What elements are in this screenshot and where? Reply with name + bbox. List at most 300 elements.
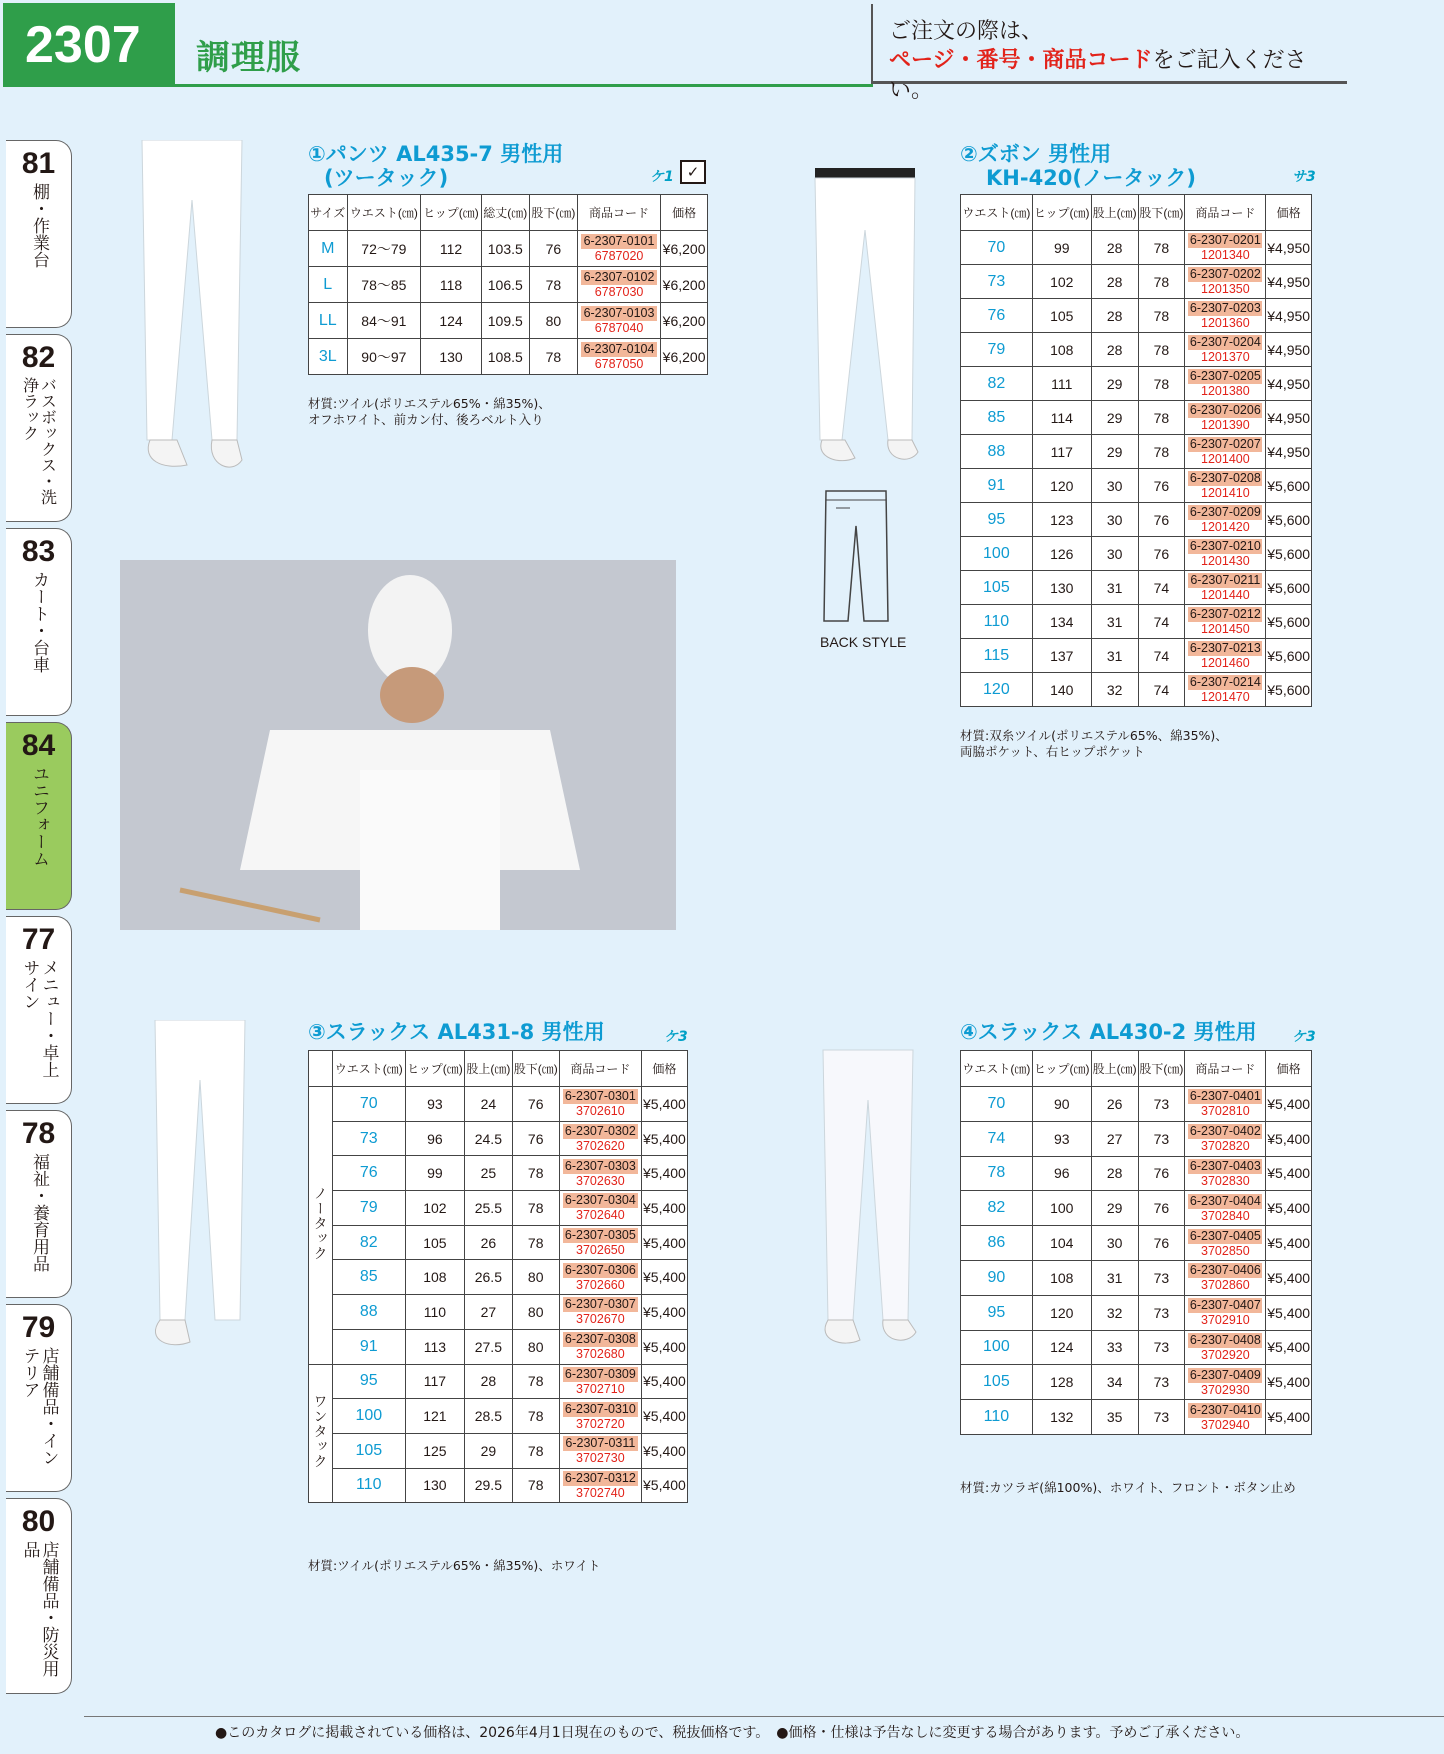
product-code: 6-2307-0311	[563, 1436, 638, 1451]
product-code-cell	[1185, 503, 1266, 537]
table-cell: 34	[1091, 1365, 1138, 1400]
table-cell: 35	[1091, 1400, 1138, 1435]
table-cell: 105	[1032, 299, 1091, 333]
table-cell: 108.5	[481, 339, 529, 375]
product-3-badge: ケ3	[664, 1029, 688, 1045]
table-cell: 90〜97	[347, 339, 421, 375]
product-code-cell	[1185, 367, 1266, 401]
product-code: 6-2307-0101	[581, 234, 657, 249]
note-line: 材質:双糸ツイル(ポリエステル65%、綿35%)、	[960, 728, 1228, 743]
product-subcode: 1201460	[1201, 656, 1250, 670]
table-cell: 105	[961, 1365, 1033, 1400]
table-cell: 91	[961, 469, 1033, 503]
table-row	[309, 339, 708, 375]
table-cell: ¥5,400	[1266, 1365, 1312, 1400]
table-cell: 78	[512, 1364, 559, 1399]
product-code-cell	[559, 1260, 641, 1295]
col-header: ウエスト(㎝)	[347, 195, 421, 231]
col-header: 価格	[1266, 195, 1312, 231]
table-cell: 126	[1032, 537, 1091, 571]
product-code-cell	[1185, 299, 1266, 333]
col-header-spacer	[309, 1051, 333, 1087]
table-cell: ¥5,400	[1266, 1121, 1312, 1156]
table-cell: ¥5,400	[641, 1225, 687, 1260]
table-cell: LL	[309, 303, 348, 339]
col-header: 股上(㎝)	[465, 1051, 512, 1087]
table-row	[961, 1121, 1312, 1156]
table-cell: 110	[333, 1468, 406, 1503]
col-header: ヒップ(㎝)	[1032, 195, 1091, 231]
table-cell: 28	[1091, 333, 1138, 367]
product-code: 6-2307-0404	[1189, 1193, 1261, 1208]
table-cell: ¥4,950	[1266, 367, 1312, 401]
product-code-cell	[1185, 1087, 1266, 1122]
table-row	[309, 1399, 688, 1434]
product-code: 6-2307-0402	[1189, 1124, 1261, 1139]
table-row	[961, 1087, 1312, 1122]
product-code: 6-2307-0209	[1189, 505, 1261, 519]
table-row	[961, 639, 1312, 673]
table-cell: 27	[465, 1295, 512, 1330]
table-cell: 78	[512, 1468, 559, 1503]
col-header: ウエスト(㎝)	[961, 1051, 1033, 1087]
table-row	[309, 1191, 688, 1226]
table-cell: 24	[465, 1087, 512, 1122]
col-header: 商品コード	[559, 1051, 641, 1087]
table-cell: 80	[512, 1329, 559, 1364]
product-4-table	[960, 1050, 1312, 1435]
table-row	[961, 1295, 1312, 1330]
table-row	[961, 1260, 1312, 1295]
table-cell: 29	[1091, 401, 1138, 435]
product-subcode: 3702680	[576, 1347, 625, 1362]
table-cell: 86	[961, 1226, 1033, 1261]
table-cell: 74	[1138, 571, 1185, 605]
iron-icon: ✓	[680, 160, 706, 184]
tab-label: バスボックス・洗浄ラック	[20, 377, 58, 505]
product-code-cell	[1185, 231, 1266, 265]
table-cell: ¥6,200	[661, 231, 708, 267]
table-cell: 76	[961, 299, 1033, 333]
product-code: 6-2307-0210	[1189, 539, 1261, 553]
table-cell: ¥5,600	[1266, 639, 1312, 673]
table-cell: 78	[1138, 333, 1185, 367]
table-cell: 91	[333, 1329, 406, 1364]
table-cell: 28.5	[465, 1399, 512, 1434]
col-header: 股下(㎝)	[1138, 195, 1185, 231]
table-cell: 73	[1138, 1330, 1185, 1365]
table-cell: 78	[529, 267, 577, 303]
product-code: 6-2307-0211	[1188, 573, 1262, 588]
table-cell: 30	[1091, 1226, 1138, 1261]
table-row	[961, 469, 1312, 503]
table-row	[961, 605, 1312, 639]
tab-label: メニュー・卓上サイン	[19, 959, 59, 1078]
product-code-cell	[1185, 469, 1266, 503]
table-cell: ¥4,950	[1266, 231, 1312, 265]
table-cell: 73	[333, 1121, 406, 1156]
product-code-cell	[577, 339, 660, 375]
tab-label: 棚・作業台	[29, 183, 49, 268]
product-code: 6-2307-0103	[581, 306, 657, 321]
product-3-title: ③スラックス AL431-8 男性用	[308, 1020, 605, 1044]
product-code-cell	[559, 1364, 641, 1399]
table-cell: 28	[1091, 265, 1138, 299]
col-header: 股下(㎝)	[1138, 1051, 1185, 1087]
table-cell: ¥5,400	[641, 1260, 687, 1295]
table-cell: 76	[512, 1121, 559, 1156]
tab-label: 店舗備品・防災用品	[19, 1541, 59, 1677]
table-cell: 27	[1091, 1121, 1138, 1156]
table-cell: 31	[1091, 1260, 1138, 1295]
tab-78[interactable]	[6, 1110, 72, 1298]
product-code-cell	[577, 231, 660, 267]
table-cell: ¥5,400	[1266, 1226, 1312, 1261]
table-cell: ¥5,400	[641, 1433, 687, 1468]
title-line-1: ②ズボン 男性用	[960, 142, 1112, 166]
product-subcode: 3702920	[1201, 1347, 1250, 1362]
product-subcode: 1201380	[1201, 384, 1250, 398]
table-row	[961, 401, 1312, 435]
product-subcode: 3702910	[1201, 1313, 1250, 1328]
col-header: ウエスト(㎝)	[333, 1051, 406, 1087]
table-cell: 112	[421, 231, 482, 267]
table-cell: 109.5	[481, 303, 529, 339]
table-cell: ¥5,400	[641, 1121, 687, 1156]
product-subcode: 3702640	[576, 1208, 625, 1223]
table-row	[961, 435, 1312, 469]
table-cell: 108	[405, 1260, 465, 1295]
table-cell: 110	[405, 1295, 465, 1330]
tab-number: 79	[21, 1311, 56, 1344]
table-cell: 26	[465, 1225, 512, 1260]
table-cell: 79	[333, 1191, 406, 1226]
table-row	[309, 267, 708, 303]
col-header: 商品コード	[1185, 1051, 1266, 1087]
product-subcode: 3702670	[576, 1312, 625, 1327]
table-cell: 78	[1138, 299, 1185, 333]
product-code: 6-2307-0212	[1189, 607, 1261, 621]
tab-82[interactable]	[6, 334, 72, 522]
product-code-cell	[1185, 1295, 1266, 1330]
product-code: 6-2307-0307	[563, 1297, 638, 1312]
product-subcode: 6787020	[594, 249, 644, 263]
product-code: 6-2307-0312	[563, 1471, 638, 1486]
product-code-cell	[559, 1156, 641, 1191]
product-subcode: 3702730	[576, 1451, 625, 1466]
table-cell: 78	[529, 339, 577, 375]
table-cell: 102	[1032, 265, 1091, 299]
table-cell: 26	[1091, 1087, 1138, 1122]
tab-80[interactable]	[6, 1498, 72, 1694]
product-code: 6-2307-0409	[1189, 1367, 1261, 1382]
table-cell: 76	[1138, 1156, 1185, 1191]
product-code-cell	[1185, 1156, 1266, 1191]
product-code: 6-2307-0205	[1189, 369, 1261, 383]
table-cell: 31	[1091, 639, 1138, 673]
table-cell: 76	[333, 1156, 406, 1191]
table-cell: 78	[1138, 265, 1185, 299]
table-cell: ¥5,600	[1266, 503, 1312, 537]
product-subcode: 1201430	[1201, 554, 1250, 568]
table-cell: 74	[1138, 639, 1185, 673]
product-code: 6-2307-0403	[1189, 1158, 1261, 1173]
table-cell: 78	[512, 1191, 559, 1226]
table-cell: 105	[961, 571, 1033, 605]
product-subcode: 1201390	[1201, 418, 1250, 432]
product-code-cell	[1185, 435, 1266, 469]
product-subcode: 1201370	[1201, 350, 1250, 364]
table-row	[961, 299, 1312, 333]
table-cell: 113	[405, 1329, 465, 1364]
table-cell: ¥5,600	[1266, 571, 1312, 605]
table-cell: 82	[961, 367, 1033, 401]
table-cell: 76	[1138, 1191, 1185, 1226]
footer-text-2: ●価格・仕様は予告なしに変更する場合があります。予めご了承ください。	[776, 1725, 1250, 1741]
tab-77[interactable]	[6, 916, 72, 1104]
product-subcode: 3702710	[576, 1381, 625, 1396]
table-cell: 78	[961, 1156, 1033, 1191]
product-code: 6-2307-0202	[1189, 267, 1261, 281]
table-row	[961, 571, 1312, 605]
product-code: 6-2307-0204	[1189, 335, 1261, 349]
col-header: ヒップ(㎝)	[1032, 1051, 1091, 1087]
order-rest: をご記入ください。	[889, 48, 1307, 103]
product-code: 6-2307-0407	[1189, 1298, 1261, 1313]
product-code-cell	[1185, 605, 1266, 639]
product-code-cell	[1185, 265, 1266, 299]
pants-photo-3	[140, 1020, 260, 1350]
order-line-2	[889, 46, 1347, 106]
table-cell: ¥5,400	[641, 1191, 687, 1226]
table-cell: 100	[1032, 1191, 1091, 1226]
table-row	[309, 1364, 688, 1399]
table-cell: 73	[1138, 1121, 1185, 1156]
table-cell: 72〜79	[347, 231, 421, 267]
table-cell: 78	[1138, 367, 1185, 401]
product-subcode: 6787040	[594, 321, 644, 335]
table-cell: ¥5,400	[1266, 1400, 1312, 1435]
back-style-sketch	[816, 486, 896, 626]
col-header: ウエスト(㎝)	[961, 195, 1033, 231]
product-code-cell	[1185, 401, 1266, 435]
table-cell: 100	[333, 1399, 406, 1434]
product-code-cell	[559, 1329, 641, 1364]
col-header: 股下(㎝)	[529, 195, 577, 231]
table-cell: 88	[333, 1295, 406, 1330]
product-code: 6-2307-0203	[1189, 301, 1261, 315]
product-code-cell	[1185, 1365, 1266, 1400]
table-cell: 28	[465, 1364, 512, 1399]
table-row	[309, 303, 708, 339]
table-row	[961, 673, 1312, 707]
product-code-cell	[1185, 639, 1266, 673]
product-3-note: 材質:ツイル(ポリエステル65%・綿35%)、ホワイト	[308, 1558, 601, 1573]
table-cell: M	[309, 231, 348, 267]
footer-note	[215, 1722, 1249, 1742]
product-code: 6-2307-0408	[1189, 1332, 1261, 1347]
tab-number: 82	[21, 341, 56, 374]
table-cell: 73	[1138, 1260, 1185, 1295]
col-header: 股上(㎝)	[1091, 195, 1138, 231]
table-cell: 100	[961, 537, 1033, 571]
product-subcode: 3702820	[1201, 1139, 1250, 1154]
table-cell: 111	[1032, 367, 1091, 401]
product-code-cell	[559, 1225, 641, 1260]
table-cell: ¥4,950	[1266, 401, 1312, 435]
product-subcode: 1201400	[1201, 452, 1250, 466]
table-cell: 85	[961, 401, 1033, 435]
product-subcode: 3702720	[576, 1416, 625, 1431]
table-cell: 29.5	[465, 1468, 512, 1503]
table-cell: ¥5,400	[641, 1468, 687, 1503]
table-cell: 32	[1091, 1295, 1138, 1330]
table-row	[309, 1329, 688, 1364]
tab-81[interactable]	[6, 140, 72, 328]
table-cell: 124	[1032, 1330, 1091, 1365]
col-header: 価格	[1266, 1051, 1312, 1087]
product-2-note	[960, 728, 1228, 760]
table-cell: 25	[465, 1156, 512, 1191]
table-cell: 76	[1138, 503, 1185, 537]
title-line-2: (ツータック)	[324, 166, 449, 190]
table-cell: ¥5,400	[641, 1329, 687, 1364]
table-cell: 76	[512, 1087, 559, 1122]
table-cell: 140	[1032, 673, 1091, 707]
table-cell: 70	[961, 231, 1033, 265]
table-cell: 82	[961, 1191, 1033, 1226]
table-row	[309, 1121, 688, 1156]
product-subcode: 3702740	[576, 1485, 625, 1500]
table-cell: 70	[961, 1087, 1033, 1122]
table-cell: 84〜91	[347, 303, 421, 339]
table-cell: ¥5,400	[641, 1399, 687, 1434]
product-1-badge: ケ1	[650, 169, 674, 185]
product-code-cell	[1185, 1226, 1266, 1261]
product-2-badge: サ3	[1292, 169, 1316, 185]
product-subcode: 3702620	[576, 1139, 625, 1154]
table-cell: 74	[1138, 673, 1185, 707]
product-code: 6-2307-0306	[563, 1263, 638, 1278]
header-divider	[3, 84, 873, 87]
tab-label: カート・台車	[29, 571, 49, 673]
table-cell: 28	[1091, 1156, 1138, 1191]
product-code: 6-2307-0207	[1189, 437, 1261, 451]
tuck-group-label	[309, 1364, 333, 1503]
product-code-cell	[577, 303, 660, 339]
col-header: 総丈(㎝)	[481, 195, 529, 231]
table-cell: 110	[961, 605, 1033, 639]
note-line: 両脇ポケット、右ヒップポケット	[960, 744, 1145, 759]
table-cell: 78	[1138, 231, 1185, 265]
title-line-2: KH-420(ノータック)	[986, 166, 1196, 190]
product-code: 6-2307-0206	[1189, 403, 1261, 417]
tab-83[interactable]	[6, 528, 72, 716]
product-code-cell	[1185, 673, 1266, 707]
product-subcode: 3702660	[576, 1277, 625, 1292]
product-code-cell	[559, 1295, 641, 1330]
product-4-title: ④スラックス AL430-2 男性用	[960, 1020, 1257, 1044]
product-subcode: 3702830	[1201, 1173, 1250, 1188]
tab-84-active[interactable]	[6, 722, 72, 910]
product-2-table	[960, 194, 1312, 707]
table-cell: 108	[1032, 1260, 1091, 1295]
tab-number: 83	[21, 535, 56, 568]
table-cell: 30	[1091, 469, 1138, 503]
table-cell: 134	[1032, 605, 1091, 639]
product-code: 6-2307-0406	[1189, 1263, 1261, 1278]
tab-number: 77	[21, 923, 56, 956]
table-cell: 30	[1091, 503, 1138, 537]
product-4-badge: ケ3	[1292, 1029, 1316, 1045]
table-cell: 80	[529, 303, 577, 339]
product-code-cell	[577, 267, 660, 303]
table-cell: 73	[1138, 1087, 1185, 1122]
table-cell: ¥5,400	[1266, 1330, 1312, 1365]
col-header: 商品コード	[1185, 195, 1266, 231]
table-cell: ¥5,600	[1266, 673, 1312, 707]
table-row	[961, 1330, 1312, 1365]
product-subcode: 1201470	[1201, 690, 1250, 704]
table-cell: 78〜85	[347, 267, 421, 303]
table-cell: ¥6,200	[661, 339, 708, 375]
table-cell: ¥5,400	[641, 1156, 687, 1191]
table-row	[309, 1468, 688, 1503]
table-cell: 90	[1032, 1087, 1091, 1122]
product-code-cell	[559, 1191, 641, 1226]
table-cell: 29	[465, 1433, 512, 1468]
table-row	[309, 1260, 688, 1295]
product-subcode: 1201410	[1201, 486, 1250, 500]
product-code-cell	[559, 1433, 641, 1468]
table-cell: 96	[1032, 1156, 1091, 1191]
table-cell: 95	[333, 1364, 406, 1399]
table-cell: 95	[961, 1295, 1033, 1330]
tuck-group-label	[309, 1087, 333, 1365]
col-header: 股下(㎝)	[512, 1051, 559, 1087]
product-subcode: 3702850	[1201, 1243, 1250, 1258]
product-code-cell	[1185, 537, 1266, 571]
table-cell: 29	[1091, 435, 1138, 469]
table-row	[309, 1156, 688, 1191]
tab-79[interactable]	[6, 1304, 72, 1492]
tab-label: ユニフォーム	[29, 765, 49, 867]
page-number: 2307	[3, 3, 175, 87]
table-cell: 30	[1091, 537, 1138, 571]
table-cell: 105	[333, 1433, 406, 1468]
product-subcode: 3702650	[576, 1243, 625, 1258]
table-cell: 78	[512, 1225, 559, 1260]
product-2-title	[960, 142, 1196, 190]
product-code: 6-2307-0309	[563, 1367, 638, 1382]
table-row	[309, 231, 708, 267]
product-subcode: 3702810	[1201, 1104, 1250, 1119]
table-row	[961, 1365, 1312, 1400]
tab-number: 78	[21, 1117, 56, 1150]
order-highlight: ページ・番号・商品コード	[889, 48, 1153, 73]
table-cell: 103.5	[481, 231, 529, 267]
product-code: 6-2307-0104	[581, 342, 657, 357]
table-row	[961, 367, 1312, 401]
note-line: オフホワイト、前カン付、後ろベルト入り	[308, 412, 544, 427]
table-cell: 78	[512, 1156, 559, 1191]
product-subcode: 1201360	[1201, 316, 1250, 330]
table-cell: 78	[1138, 435, 1185, 469]
product-code-cell	[1185, 333, 1266, 367]
table-row	[309, 1295, 688, 1330]
table-cell: 26.5	[465, 1260, 512, 1295]
table-cell: 76	[1138, 1226, 1185, 1261]
